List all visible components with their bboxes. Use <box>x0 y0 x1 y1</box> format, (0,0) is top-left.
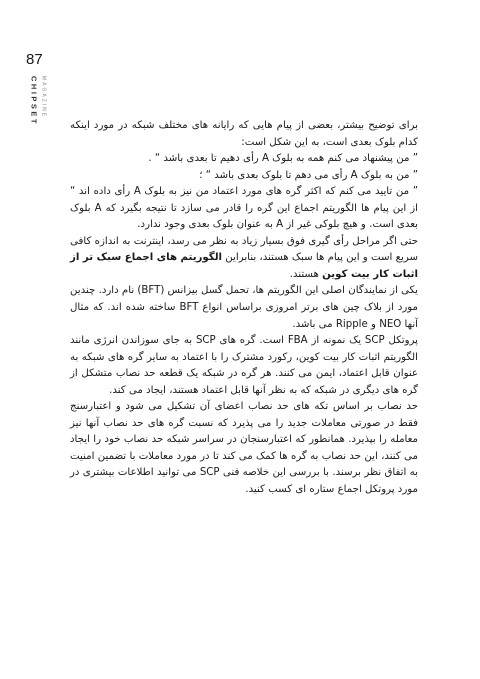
page-margin <box>26 51 66 127</box>
running-header <box>30 76 46 126</box>
paragraph-2-text: حتی اگر مراحل رأی گیری فوق بسیار زیاد به نظر می رسد، اینترنت به اندازه کافی سریع است و این پیام ها سبک هستند، بنابراین <box>70 235 418 264</box>
quote-3: ” من تایید می کنم که اکثر گره های مورد اعتماد من نیز به بلوک A رأی داده اند “ از این پیام ها الگوریتم اجماع این گره را قادر می سازد تا نتیجه بگیرد که A بلوک بعدی است. و هیچ بلوکی غیر از A به عنوان بلوک بعدی وجود ندارد. <box>70 186 419 231</box>
paragraph-2-bold: الگوریتم های اجماع سبک تر از اثبات کار بیت کوین <box>70 252 418 280</box>
paragraph-2 <box>70 234 418 284</box>
paragraph-3: یکی از نمایندگان اصلی این الگوریتم ها، تحمل گسل بیزانس (BFT) نام دارد. چندین مورد از بلاک چین های برتر امروزی براساس انواع BFT ساخته شده اند. که مثال آنها NEO و Ripple می باشد. <box>70 285 418 330</box>
page-number: 87 <box>26 51 43 68</box>
quote-2: ” من به بلوک A رأی می دهم تا بلوک بعدی باشد “ ؛ <box>199 169 418 181</box>
paragraph-5: حد نصاب بر اساس تکه های حد نصاب اعضای آن تشکیل می شود و اعتبارسنج فقط در صورتی معاملات جدید را می پذیرد که نسبت گره های حد نصاب آنها نیز معامله را بپذیرد. همانطور که اعتبارسنجان در سراسر شبکه حد نصاب خود را ایجاد می کنند، این حد نصاب به گره ها کمک می کند تا در مورد معاملات با تضمین امنیت به اتفاق نظر برسند. با بررسی این خلاصه فنی SCP می توانید اطلاعات بیشتری در مورد پروتکل اجماع ستاره ای کسب کنید. <box>70 401 418 496</box>
article-body <box>70 118 418 499</box>
quote-1: ” من پیشنهاد می کنم همه به بلوک A رأی دهیم تا بعدی باشد “ . <box>148 153 418 165</box>
chipset-label: CHIPSET <box>29 76 39 127</box>
paragraph-2-end: هستند. <box>289 268 323 280</box>
paragraph-1: برای توضیح بیشتر، بعضی از پیام هایی که رایانه های مختلف شبکه در مورد اینکه کدام بلوک بعدی است، به این شکل است: <box>70 120 418 148</box>
paragraph-4: پروتکل SCP یک نمونه از FBA است. گره های SCP به جای سوزاندن انرژی مانند الگوریتم اثبات کار بیت کوین، رکورد مشترک را با اعتماد به سایر گره های شبکه به عنوان قابل اعتماد، ایمن می کنند. هر گره در شبکه یک قطعه حد نصاب متشکل از گره های دیگری در شبکه که به نظر آنها قابل اعتماد هستند، ایجاد می کند. <box>70 335 418 396</box>
magazine-label: MAGAZINE <box>40 76 47 119</box>
